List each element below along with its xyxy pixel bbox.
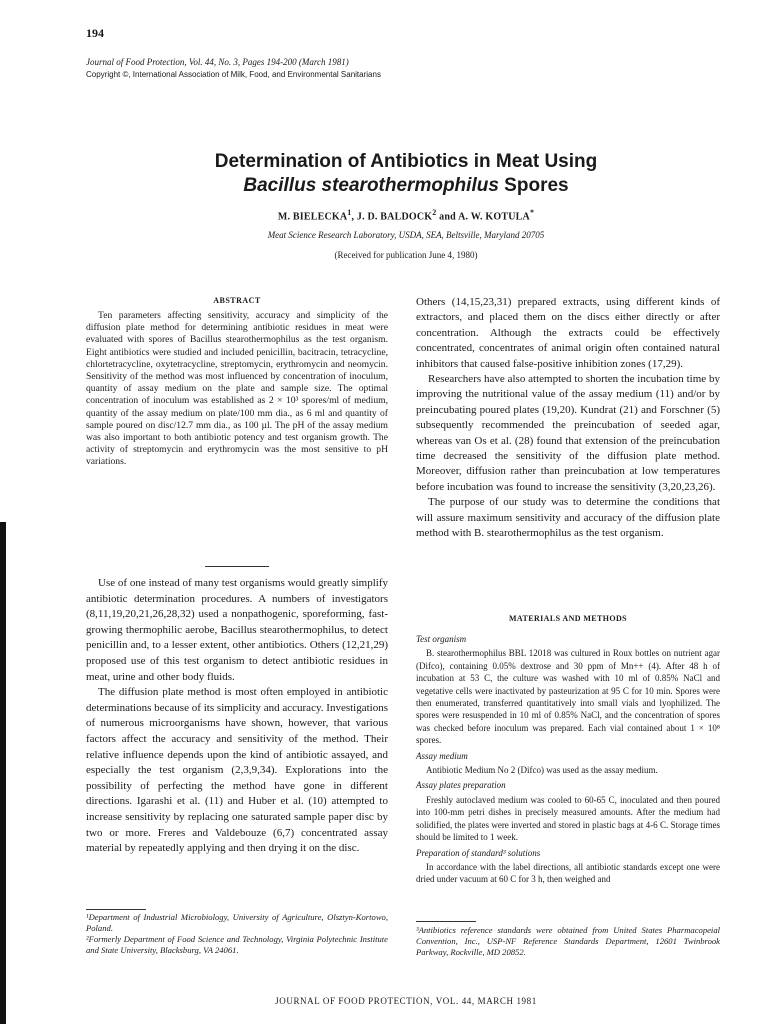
title-organism: Bacillus stearothermophilus [243, 175, 499, 196]
author-list [86, 208, 726, 222]
subsection-text: B. stearothermophilus BBL 12018 was cultured in Roux bottles on nutrient agar (Difco), containing 0.05% dextrose and 30 ppm of Mn++ (4). After 48 h of incubation at 53 C, the culture was washed with 10 ml of 0.85% NaCl and vegetative cells were inactivated by pasteurization at 95 C for 10 min. Spores were then enumerated, transferred quantitatively into small vials and lyophilized. The spores were resuspended in 10 ml of 0.85% NaCl, and the concentration of spores was checked before inoculum was prepared. Each vial contained about 1 × 10⁸ spores. [416, 648, 720, 746]
footnote: ³Antibiotics reference standards were obtained from United States Pharmacopeial Convention, Inc., USP-NF Reference Standards Department, 12601 Twinbrook Parkway, Rockville, MD 20852. [416, 925, 720, 957]
methods-section [416, 630, 720, 886]
body-right-column [416, 295, 720, 542]
methods-heading: MATERIALS AND METHODS [508, 614, 628, 623]
footnotes-right [416, 925, 720, 958]
footnote: ¹Department of Industrial Microbiology, University of Agriculture, Olsztyn-Kortowo, Poland. [86, 912, 388, 933]
author-1-mark: 1 [347, 208, 352, 217]
subsection-text: Freshly autoclaved medium was cooled to 60-65 C, inoculated and then poured into 100-mm petri dishes in precisely measured amounts. After the medium had solidified, the plates were inverted and stored in plastic bags at 4-6 C. Storage times should be limited to 1 week. [416, 794, 720, 843]
footnote: ²Formerly Department of Food Science and Technology, Virginia Polytechnic Institute and State University, Blacksburg, VA 24061. [86, 934, 388, 955]
subsection-title: Assay plates preparation [416, 780, 506, 791]
author-1: M. BIELECKA [277, 211, 348, 223]
journal-citation: Journal of Food Protection, Vol. 44, No. 3, Pages 194-200 (March 1981) [86, 57, 349, 67]
author-2-mark: 2 [432, 208, 437, 217]
footnotes-left [86, 912, 388, 956]
body-paragraph: The diffusion plate method is most often employed in antibiotic determinations because of its simplicity and accuracy. Investigations of numerous microorganisms have shown, however, that various factors affect the accuracy and sensitivity of the method. Their relative influence depends upon the kind of antibiotic assayed, and especially the test organism (2,3,9,34). Explorations into the possibility of perfecting the method have gone in different directions. Igarashi et al. (11) and Huber et al. (10) attempted to increase sensitivity by replacing one saturated sample paper disc by two or more. Freres and Valdebouze (6,7) concentrated assay material by repeatedly applying and then drying it on the disc. [86, 686, 388, 855]
abstract-heading: ABSTRACT [213, 296, 261, 305]
author-separator-2: and [436, 211, 459, 223]
scan-edge-bar [0, 522, 6, 1024]
body-paragraph: Others (14,15,23,31) prepared extracts, using different kinds of extractors, and placed them on the discs either directly or after concentration. Although the extracts could be effectively concentrated, concentrates of animal origin often contained natural inhibitors that caused false-positive inhibition zones (17,29). [416, 296, 720, 370]
body-paragraph: Researchers have also attempted to shorten the incubation time by improving the nutritional value of the assay medium (11) and/or by preincubating poured plates (19,20). Kundrat (21) and Forschner (5) subsequently recommended the preincubation of seeded agar, whereas van Os et al. (28) found that extension of the preincubation time decreased the sensitivity of the diffusion plate method. Moreover, diffusion rather than preincubation at low temperatures before incubation was found to increase the sensitivity (3,20,23,26). [416, 373, 720, 493]
subsection-text: In accordance with the label directions, all antibiotic standards except one were dried under vacuum at 60 C for 3 h, then weighed and [416, 861, 720, 885]
copyright-notice: Copyright ©, International Association of Milk, Food, and Environmental Sanitarians [86, 70, 381, 79]
author-3-mark: * [529, 208, 535, 217]
body-left-column [86, 576, 388, 857]
body-paragraph: The purpose of our study was to determine the conditions that will assure maximum sensitivity and accuracy of the diffusion plate method with B. stearothermophilus as the test organism. [416, 496, 720, 540]
body-paragraph: Use of one instead of many test organisms would greatly simplify antibiotic determination procedures. A numbers of investigators (8,11,19,20,21,26,28,32) used a nonpathogenic, sporeforming, fast-growing thermophilic aerobe, Bacillus stearothermophilus, to detect penicillin and, to a lesser extent, other antibiotics. Others (12,21,29) proposed use of this test organism to detect antibiotic residues in meat, urine and other body fluids. [86, 577, 388, 683]
subsection-title: Test organism [416, 634, 467, 644]
page-number: 194 [86, 26, 104, 40]
footnote-rule [86, 909, 146, 910]
author-2: J. D. BALDOCK [356, 211, 433, 223]
subsection-title: Preparation of standard³ solutions [416, 847, 541, 858]
article-title [86, 150, 726, 198]
subsection-text: Antibiotic Medium No 2 (Difco) was used as the assay medium. [426, 765, 658, 776]
running-footer: JOURNAL OF FOOD PROTECTION, VOL. 44, MARCH 1981 [275, 996, 537, 1006]
abstract-divider [205, 566, 269, 567]
affiliation: Meat Science Research Laboratory, USDA, SEA, Beltsville, Maryland 20705 [267, 230, 545, 240]
footnote-rule [416, 921, 476, 922]
title-line-2 [86, 174, 726, 198]
received-date: (Received for publication June 4, 1980) [334, 250, 478, 260]
subsection-title: Assay medium [416, 750, 468, 761]
title-suffix: Spores [498, 175, 569, 196]
author-separator-1: , [351, 211, 357, 223]
author-3: A. W. KOTULA [458, 211, 530, 223]
abstract-text: Ten parameters affecting sensitivity, accuracy and simplicity of the diffusion plate method for determining antibiotic residues in meat were evaluated with spores of Bacillus stearothermophilus as the test organism. Eight antibiotics were studied and included penicillin, bacitracin, tetracycline, chlortetracycline, oxytetracycline, streptomycin, erythromycin and neomycin. Sensitivity of the method was most influenced by concentration of inoculum, quantity of assay medium on the plate and sample size. The optimal concentration of inoculum was established as 2 × 10³ spores/ml of medium, quantity of the assay medium on plate/100 mm dia., as 6 ml and quantity of sample poured on disc/12.7 mm dia., as 100 µl. The pH of the assay medium was also important to both antibiotic potency and test organism growth. The activity of streptomycin and erythromycin was the most sensitive to pH variations. [86, 310, 388, 468]
title-line-1: Determination of Antibiotics in Meat Using [214, 151, 598, 172]
